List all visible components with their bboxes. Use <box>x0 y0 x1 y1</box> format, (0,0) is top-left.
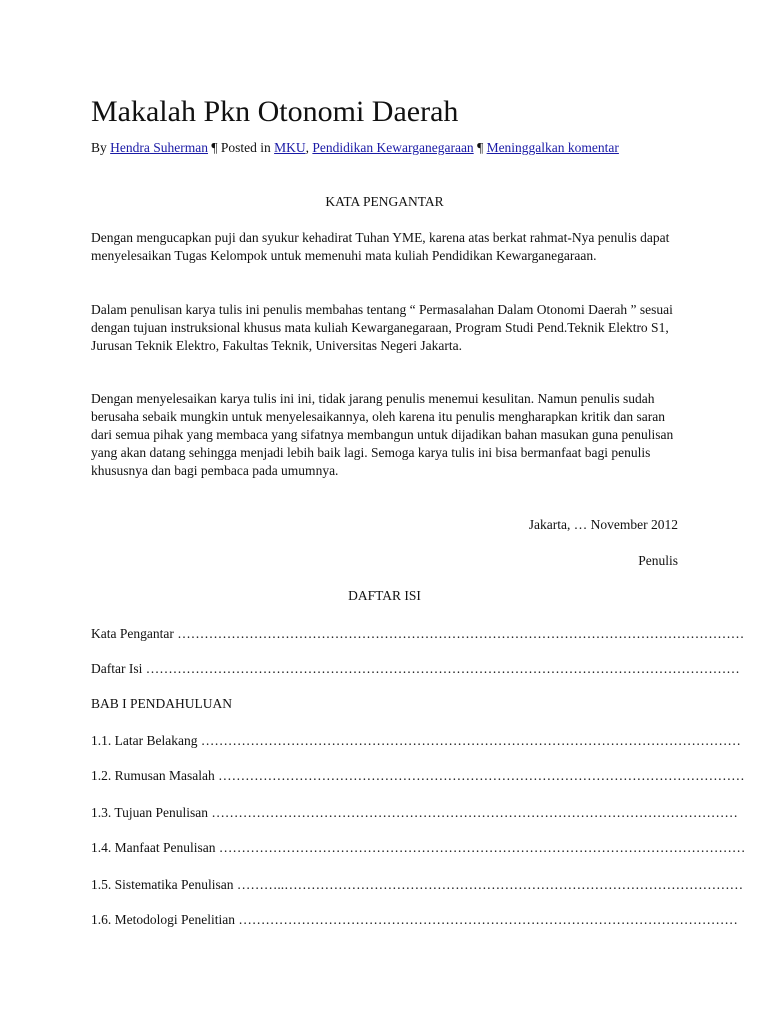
post-meta <box>91 139 651 157</box>
paragraph-1: Dengan mengucapkan puji dan syukur kehadirat Tuhan YME, karena atas berkat rahmat-Nya penulis dapat menyelesaikan Tugas Kelompok untuk memenuhi mata kuliah Pendidikan Kewarganegaraan. <box>91 230 670 263</box>
toc-entry-1-5: 1.5. Sistematika Penulisan ………..………………………………………………………………………………………… <box>91 877 744 892</box>
paragraph-2: Dalam penulisan karya tulis ini penulis membahas tentang “ Permasalahan Dalam Otonomi Daerah ” sesuai dengan tujuan instruksional khusus mata kuliah Kewarganegaraan, Program Studi Pend.Teknik Elektro S1, Jurusan Teknik Elektro, Fakultas Teknik, Universitas Negeri Jakarta. <box>91 302 673 353</box>
toc-entry-1-3: 1.3. Tujuan Penulisan ……………………………………………………………………………………………………… <box>91 805 738 820</box>
posted-in-label: ¶ Posted in <box>207 140 275 155</box>
page-title: Makalah Pkn Otonomi Daerah <box>91 95 459 128</box>
pilcrow-separator: ¶ <box>473 140 487 155</box>
toc-entry-kata-pengantar: Kata Pengantar ……………………………………………………………………………………………………………… <box>91 626 745 641</box>
by-label: By <box>91 140 111 155</box>
kata-pengantar-heading: KATA PENGANTAR <box>325 194 444 209</box>
category-link-pkn[interactable]: Pendidikan Kewarganegaraan <box>312 140 474 155</box>
signature: Penulis <box>638 553 678 568</box>
place-date: Jakarta, … November 2012 <box>528 517 678 532</box>
toc-entry-1-6: 1.6. Metodologi Penelitian ………………………………………………………………………………………………… <box>91 912 738 927</box>
paragraph-3: Dengan menyelesaikan karya tulis ini ini, tidak jarang penulis menemui kesulitan. Namun penulis sudah berusaha sebaik mungkin untuk menyelesaikannya, oleh karena itu penulis mengharapkan kritik dan saran dari semua pihak yang membaca yang sifatnya membangun untuk dijadikan bahan masukan guna penulisan yang akan datang sehingga menjadi lebih baik lagi. Semoga karya tulis ini bisa bermanfaat bagi penulis khususnya dan bagi pembaca pada umumnya. <box>91 391 674 478</box>
category-separator: , <box>305 140 313 155</box>
toc-chapter-heading: BAB I PENDAHULUAN <box>91 696 232 711</box>
daftar-isi-heading: DAFTAR ISI <box>348 588 421 603</box>
author-link[interactable]: Hendra Suherman <box>110 140 208 155</box>
toc-entry-1-4: 1.4. Manfaat Penulisan ……………………………………………………………………………………………………… <box>91 840 746 855</box>
toc-entry-1-2: 1.2. Rumusan Masalah ……………………………………………………………………………………………………… <box>91 768 745 783</box>
toc-entry-daftar-isi: Daftar Isi …………………………………………………………………………………………………………………… <box>91 661 740 676</box>
leave-comment-link[interactable]: Meninggalkan komentar <box>486 140 619 155</box>
toc-entry-1-1: 1.1. Latar Belakang ………………………………………………………………………………………………………… <box>91 733 741 748</box>
category-link-mku[interactable]: MKU <box>274 140 306 155</box>
